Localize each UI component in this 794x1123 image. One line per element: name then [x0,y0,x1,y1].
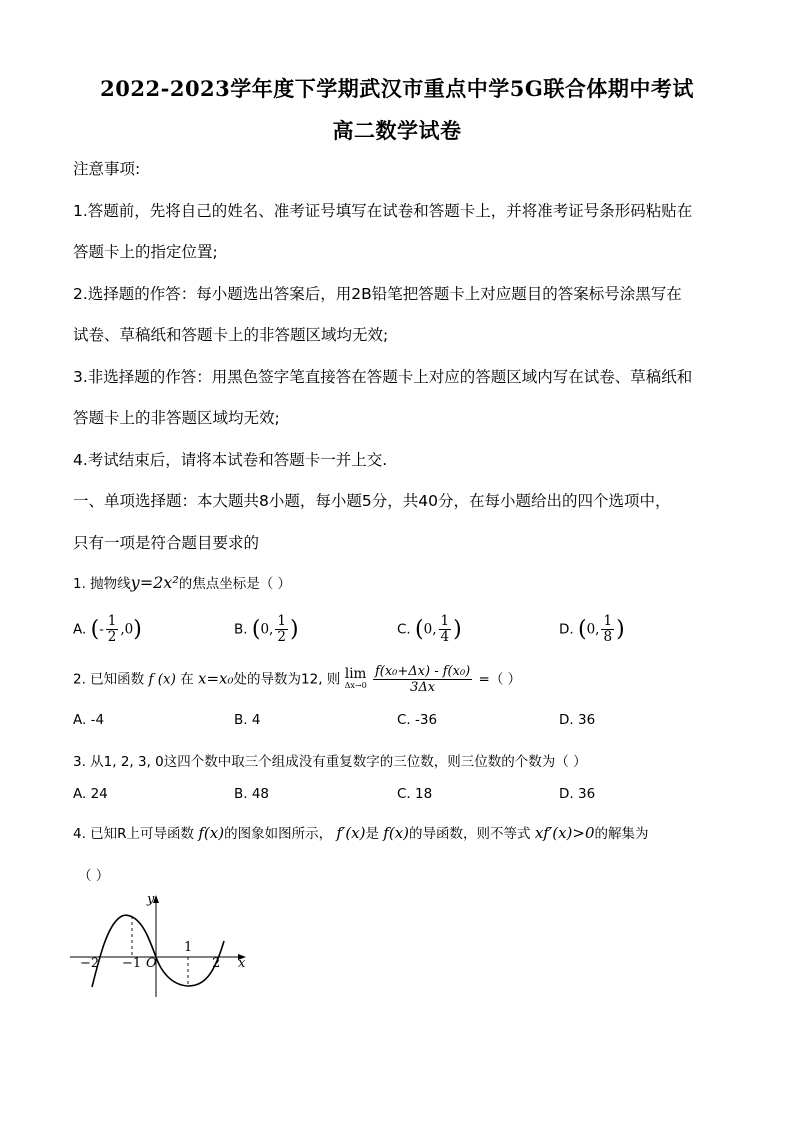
notice-item-4: 4.考试结束后，请将本试卷和答题卡一并上交. [73,451,388,469]
notice-item-2-line-1: 2.选择题的作答：每小题选出答案后，用2B铅笔把答题卡上对应题目的答案标号涂黑写在 [73,285,682,303]
exam-subtitle: 高二数学试卷 [332,118,462,143]
q2-option-d[interactable]: D. 36 [559,712,596,728]
section-1-line-1: 一、单项选择题：本大题共8小题，每小题5分，共40分，在每小题给出的四个选项中， [73,492,671,510]
notice-item-1-line-1: 1.答题前，先将自己的姓名、准考证号填写在试卷和答题卡上，并将准考证号条形码粘贴在 [73,202,693,220]
q2-option-b[interactable]: B. 4 [234,712,261,728]
question-1-prefix: 1. 抛物线 [73,576,131,592]
q1-option-c-first: 0 [423,621,433,638]
question-1-formula: y=2x² [130,573,179,592]
question-4-answer-paren: （ ） [78,868,110,884]
question-4-suffix: 的解集为 [594,826,649,842]
x-axis-label: x [238,956,246,971]
q1-option-a-second: 0 [124,621,134,638]
question-1 [73,572,291,592]
question-4-inequality: xf′(x)>0 [534,824,595,842]
notice-item-2-line-2: 试卷、草稿纸和答题卡上的非答题区域均无效; [73,326,389,344]
notice-item-3-line-1: 3.非选择题的作答：用黑色签字笔直接答在答题卡上对应的答题区域内写在试卷、草稿纸和 [73,368,693,386]
question-2-mid: 在 [180,671,194,688]
q1-option-a[interactable]: A. (- $\frac{1}{2}$ ,0) [73,613,142,645]
question-2-point: x=x₀ [198,669,234,688]
question-2-denominator: 3Δx [410,680,436,695]
tick-label-minus-2: −2 [80,956,100,971]
q1-option-b[interactable]: B. (0, $\frac{1}{2}$ ) [234,613,299,645]
q1-option-b-first: 0 [260,621,270,638]
y-axis-label: y [147,892,155,907]
q2-option-a[interactable]: A. -4 [73,712,105,728]
q1-option-d-label: D. [559,621,574,638]
question-4-mid3: 的导函数，则不等式 [409,826,531,842]
exam-title: 2022-2023学年度下学期武汉市重点中学5G联合体期中考试 [100,76,694,101]
notice-heading: 注意事项: [73,160,141,178]
q1-option-a-den: 2 [107,629,117,645]
notice-item-1-line-2: 答题卡上的指定位置; [73,243,218,261]
question-2-mid2: 处的导数为12, 则 [233,671,341,688]
question-4-f: f(x) [198,824,225,842]
q1-option-c-num: 1 [440,613,450,629]
question-2-prefix: 2. 已知函数 [73,671,145,688]
q3-option-b[interactable]: B. 48 [234,786,270,802]
question-4-prefix: 4. 已知R上可导函数 [73,826,195,842]
question-4-fprime: f′(x) [336,824,366,842]
origin-label: O [146,956,157,971]
function-graph [70,885,260,1005]
q1-option-d-den: 8 [603,629,613,645]
question-4-mid: 的图象如图所示， [224,826,333,842]
question-3: 3. 从1, 2, 3, 0这四个数中取三个组成没有重复数字的三位数，则三位数的个数为（ ） [73,754,587,770]
question-4-f2: f(x) [383,824,410,842]
q1-option-a-num: 1 [107,613,117,629]
q1-option-d-num: 1 [603,613,613,629]
q1-option-b-num: 1 [277,613,286,629]
question-2-lim-sub: Δx→0 [344,680,367,690]
question-4 [73,822,649,842]
tick-label-1: 1 [184,940,193,955]
q1-option-a-label: A. [73,621,87,638]
question-2 [73,664,521,695]
q1-option-c[interactable]: C. (0, $\frac{1}{4}$ ) [397,613,462,645]
q1-option-c-label: C. [397,621,411,638]
q1-option-d[interactable]: D. (0, $\frac{1}{8}$ ) [559,613,625,645]
question-2-suffix: =（ ） [478,671,522,688]
question-1-suffix: 的焦点坐标是（ ） [178,576,292,592]
q1-option-d-first: 0 [586,621,596,638]
q1-option-a-neg: - [99,621,104,638]
q3-option-a[interactable]: A. 24 [73,786,108,802]
section-1-line-2: 只有一项是符合题目要求的 [73,534,260,552]
question-2-func: f (x) [148,671,176,688]
tick-label-minus-1: −1 [122,956,142,971]
q3-option-c[interactable]: C. 18 [397,786,433,802]
q3-option-d[interactable]: D. 36 [559,786,596,802]
question-4-mid2: 是 [365,826,379,842]
notice-item-3-line-2: 答题卡上的非答题区域均无效; [73,409,280,427]
q1-option-c-den: 4 [440,629,450,645]
question-2-lim: lim [344,665,367,682]
function-curve [92,915,224,987]
q1-option-b-den: 2 [277,629,286,645]
q2-option-c[interactable]: C. -36 [397,712,438,728]
tick-label-2: 2 [212,956,221,971]
question-2-numerator: f(x₀+Δx) - f(x₀) [374,664,471,679]
q1-option-b-label: B. [234,621,248,638]
